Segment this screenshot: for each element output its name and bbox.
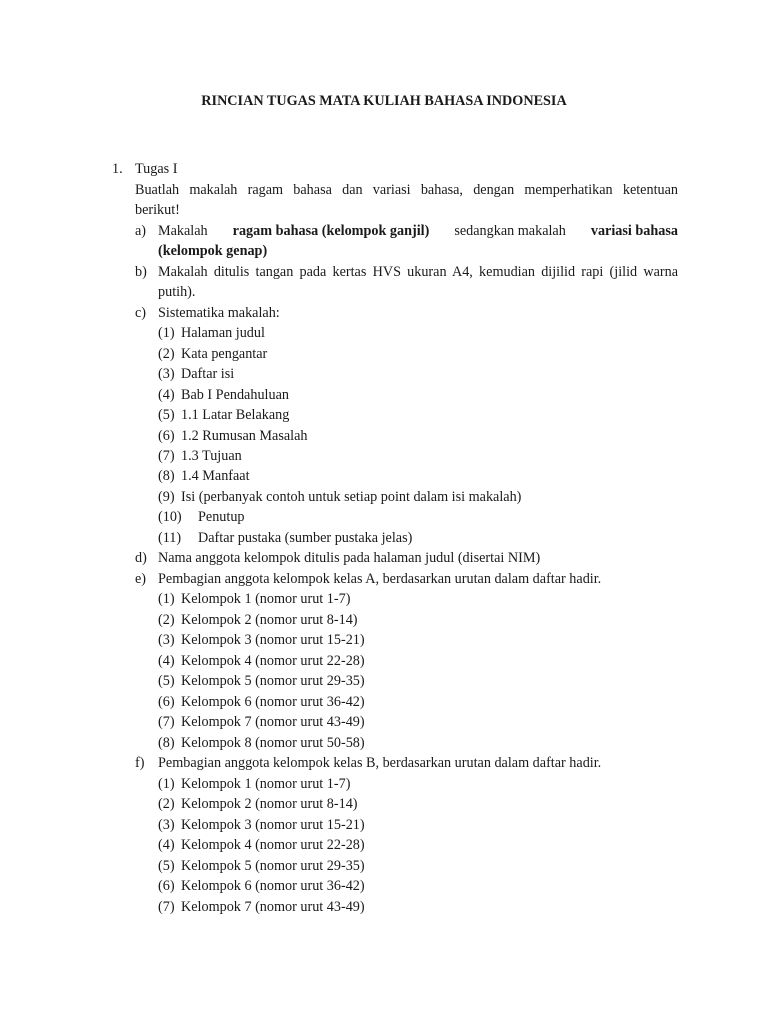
list-marker: (4) [158,653,175,669]
list-item: Kelompok 5 (nomor urut 29-35) [181,858,365,874]
list-marker: (5) [158,673,175,689]
list-marker: (3) [158,366,175,382]
list-item: Penutup [198,509,245,525]
list-item: Kelompok 1 (nomor urut 1-7) [181,776,351,792]
list-marker: (4) [158,387,175,403]
list-item: Kelompok 3 (nomor urut 15-21) [181,632,365,648]
item-f-text: Pembagian anggota kelompok kelas B, berdasarkan urutan dalam daftar hadir. [158,755,602,771]
list-marker: (2) [158,346,175,362]
list-item: Kata pengantar [181,346,268,362]
list-item: Kelompok 3 (nomor urut 15-21) [181,817,365,833]
list-marker: (6) [158,878,175,894]
list-item: Kelompok 7 (nomor urut 43-49) [181,714,365,730]
item-b-line-1: Makalah ditulis tangan pada kertas HVS ukuran A4, kemudian dijilid rapi (jilid warna [158,264,678,280]
item-a-line-2: (kelompok genap) [158,243,268,259]
list-marker: (1) [158,591,175,607]
document-title: RINCIAN TUGAS MATA KULIAH BAHASA INDONESIA [201,93,567,109]
list-marker: (5) [158,858,175,874]
list-marker: (3) [158,817,175,833]
list-item: Halaman judul [181,325,265,341]
list-item: Kelompok 4 (nomor urut 22-28) [181,653,365,669]
list-marker: (6) [158,694,175,710]
list-marker: (9) [158,489,175,505]
task-intro-line-2: berikut! [135,202,180,218]
item-c-marker: c) [135,305,147,321]
list-marker: (3) [158,632,175,648]
list-item: Kelompok 6 (nomor urut 36-42) [181,878,365,894]
item-a-bold-variasi: variasi bahasa [590,223,678,239]
item-b-line-2: putih). [158,284,196,300]
item-a-marker: a) [135,223,147,239]
list-item: Kelompok 2 (nomor urut 8-14) [181,796,358,812]
list-marker: (4) [158,837,175,853]
list-item: Kelompok 5 (nomor urut 29-35) [181,673,365,689]
list-item: 1.1 Latar Belakang [181,407,290,423]
list-item: Kelompok 2 (nomor urut 8-14) [181,612,358,628]
list-marker: (1) [158,776,175,792]
list-marker: (5) [158,407,175,423]
list-item: Isi (perbanyak contoh untuk setiap point dalam isi makalah) [181,489,522,505]
item-c-text: Sistematika makalah: [158,305,280,321]
list-marker: (6) [158,428,175,444]
item-d-text: Nama anggota kelompok ditulis pada halaman judul (disertai NIM) [158,550,541,566]
list-marker: (7) [158,899,175,915]
item-a-text-sedangkan: sedangkan makalah [454,223,566,239]
list-marker: (2) [158,612,175,628]
item-e-text: Pembagian anggota kelompok kelas A, berdasarkan urutan dalam daftar hadir. [158,571,602,587]
list-item: Kelompok 8 (nomor urut 50-58) [181,735,365,751]
item-f-marker: f) [135,755,145,771]
list-marker: (10) [158,509,182,525]
list-marker: (2) [158,796,175,812]
item-a-line-1 [158,221,678,241]
list-item: Kelompok 7 (nomor urut 43-49) [181,899,365,915]
item-e-marker: e) [135,571,147,587]
list-item: 1.2 Rumusan Masalah [181,428,308,444]
task-number: 1. [112,161,123,177]
task-heading: Tugas I [135,161,178,177]
list-marker: (8) [158,735,175,751]
list-marker: (1) [158,325,175,341]
list-item: 1.4 Manfaat [181,468,250,484]
item-b-marker: b) [135,264,147,280]
list-marker: (7) [158,448,175,464]
list-item: Kelompok 4 (nomor urut 22-28) [181,837,365,853]
task-intro-line-1: Buatlah makalah ragam bahasa dan variasi bahasa, dengan memperhatikan ketentuan [135,182,678,198]
item-a-bold-ragam: ragam bahasa (kelompok ganjil) [232,223,430,239]
list-item: Bab I Pendahuluan [181,387,289,403]
list-marker: (7) [158,714,175,730]
list-item: Kelompok 6 (nomor urut 36-42) [181,694,365,710]
item-d-marker: d) [135,550,147,566]
list-marker: (11) [158,530,182,546]
list-item: 1.3 Tujuan [181,448,242,464]
item-a-word-makalah: Makalah [158,223,208,239]
list-item: Daftar isi [181,366,235,382]
list-marker: (8) [158,468,175,484]
list-item: Daftar pustaka (sumber pustaka jelas) [198,530,413,546]
list-item: Kelompok 1 (nomor urut 1-7) [181,591,351,607]
